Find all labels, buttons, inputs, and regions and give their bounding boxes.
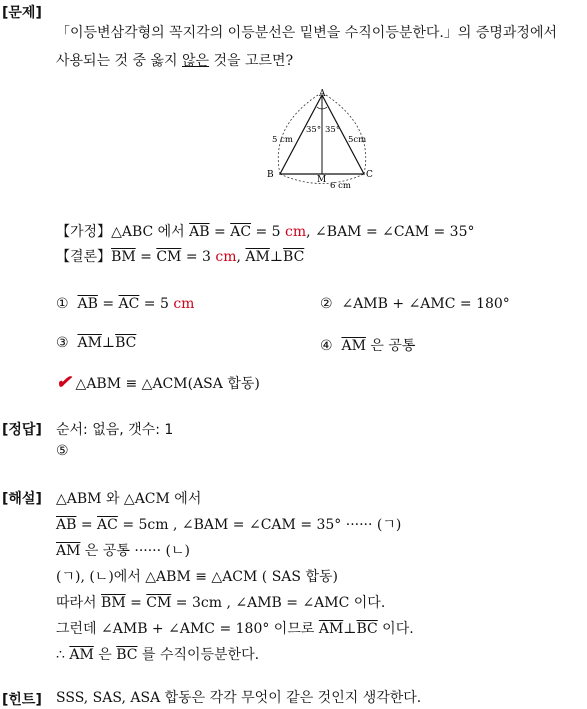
hint-label: [힌트] xyxy=(2,692,42,708)
midpoint-m-label: M xyxy=(317,175,327,185)
vertex-b-label: B xyxy=(267,170,274,180)
answer-value: ⑤ xyxy=(56,443,69,459)
side-ab-label: 5 cm xyxy=(272,135,293,145)
solution-label: [해설] xyxy=(2,491,42,507)
underlined-word: 않은 xyxy=(182,53,210,69)
hint-text: SSS, SAS, ASA 합동은 각각 무엇이 같은 것인지 생각한다. xyxy=(56,690,422,706)
angle-bam-label: 35° xyxy=(306,125,322,135)
vertex-c-label: C xyxy=(366,170,373,180)
answer-line1: 순서: 없음, 갯수: 1 xyxy=(56,422,174,438)
solution-line5: 따라서 $\overline{BM} = \overline{CM} = 3cm$ , ∠AMB = ∠AMC 이다. xyxy=(56,595,386,611)
problem-statement-line1: 「이등변삼각형의 꼭지각의 이등분선은 밑변을 수직이등분한다.」의 증명과정에서 xyxy=(56,25,557,41)
angle-cam-label: 35° xyxy=(325,125,341,135)
choice-5-selected[interactable]: ✔ △ABM ≡ △ACM(ASA 합동) xyxy=(56,372,260,393)
answer-label: [정답] xyxy=(2,422,42,438)
choice-4[interactable]: ④ $\overline{AM}$ 은 공통 xyxy=(320,338,416,354)
solution-line1: △ABM 와 △ACM 에서 xyxy=(56,491,202,507)
isosceles-triangle-figure xyxy=(262,85,382,195)
choice-1[interactable]: ① $\overline{AB} = \overline{AC} = 5$ cm xyxy=(56,296,195,312)
side-ac-label: 5cm xyxy=(348,135,367,145)
conclusion-line: 【결론】$\overline{BM} = \overline{CM} = 3$ cm, $\overline{AM}\perp\overline{BC}$ xyxy=(56,249,305,265)
given-label: 【가정】 xyxy=(56,224,112,240)
solution-line6: 그런데 ∠AMB + ∠AMC = 180° 이므로 $\overline{AM}\perp\overline{BC}$ 이다. xyxy=(56,621,414,637)
choice-3[interactable]: ③ $\overline{AM}\perp\overline{BC}$ xyxy=(56,335,137,351)
check-mark-icon: ✔ xyxy=(56,372,72,393)
solution-line2: $\overline{AB} = \overline{AC} = 5cm$ , ∠BAM = ∠CAM = 35° ······ (ㄱ) xyxy=(56,517,402,533)
base-length-label: 6 cm xyxy=(330,181,351,191)
given-line: 【가정】△ABC 에서 $\overline{AB} = \overline{AC} = 5$ cm, ∠BAM = ∠CAM = 35° xyxy=(56,224,475,240)
solution-line3: $\overline{AM}$ 은 공통 ······ (ㄴ) xyxy=(56,543,190,559)
conclusion-label: 【결론】 xyxy=(56,249,112,265)
solution-line7: ∴ $\overline{AM}$ 은 $\overline{BC}$ 를 수직이등분한다. xyxy=(56,647,260,663)
solution-line4: (ㄱ), (ㄴ)에서 △ABM ≡ △ACM ( SAS 합동) xyxy=(56,569,338,585)
problem-statement-line2: 사용되는 것 중 옳지 않은 것을 고르면? xyxy=(56,53,294,69)
vertex-a-label: A xyxy=(319,89,326,99)
choice-2[interactable]: ② ∠AMB + ∠AMC = 180° xyxy=(320,296,510,312)
problem-label: [문제] xyxy=(2,5,42,21)
